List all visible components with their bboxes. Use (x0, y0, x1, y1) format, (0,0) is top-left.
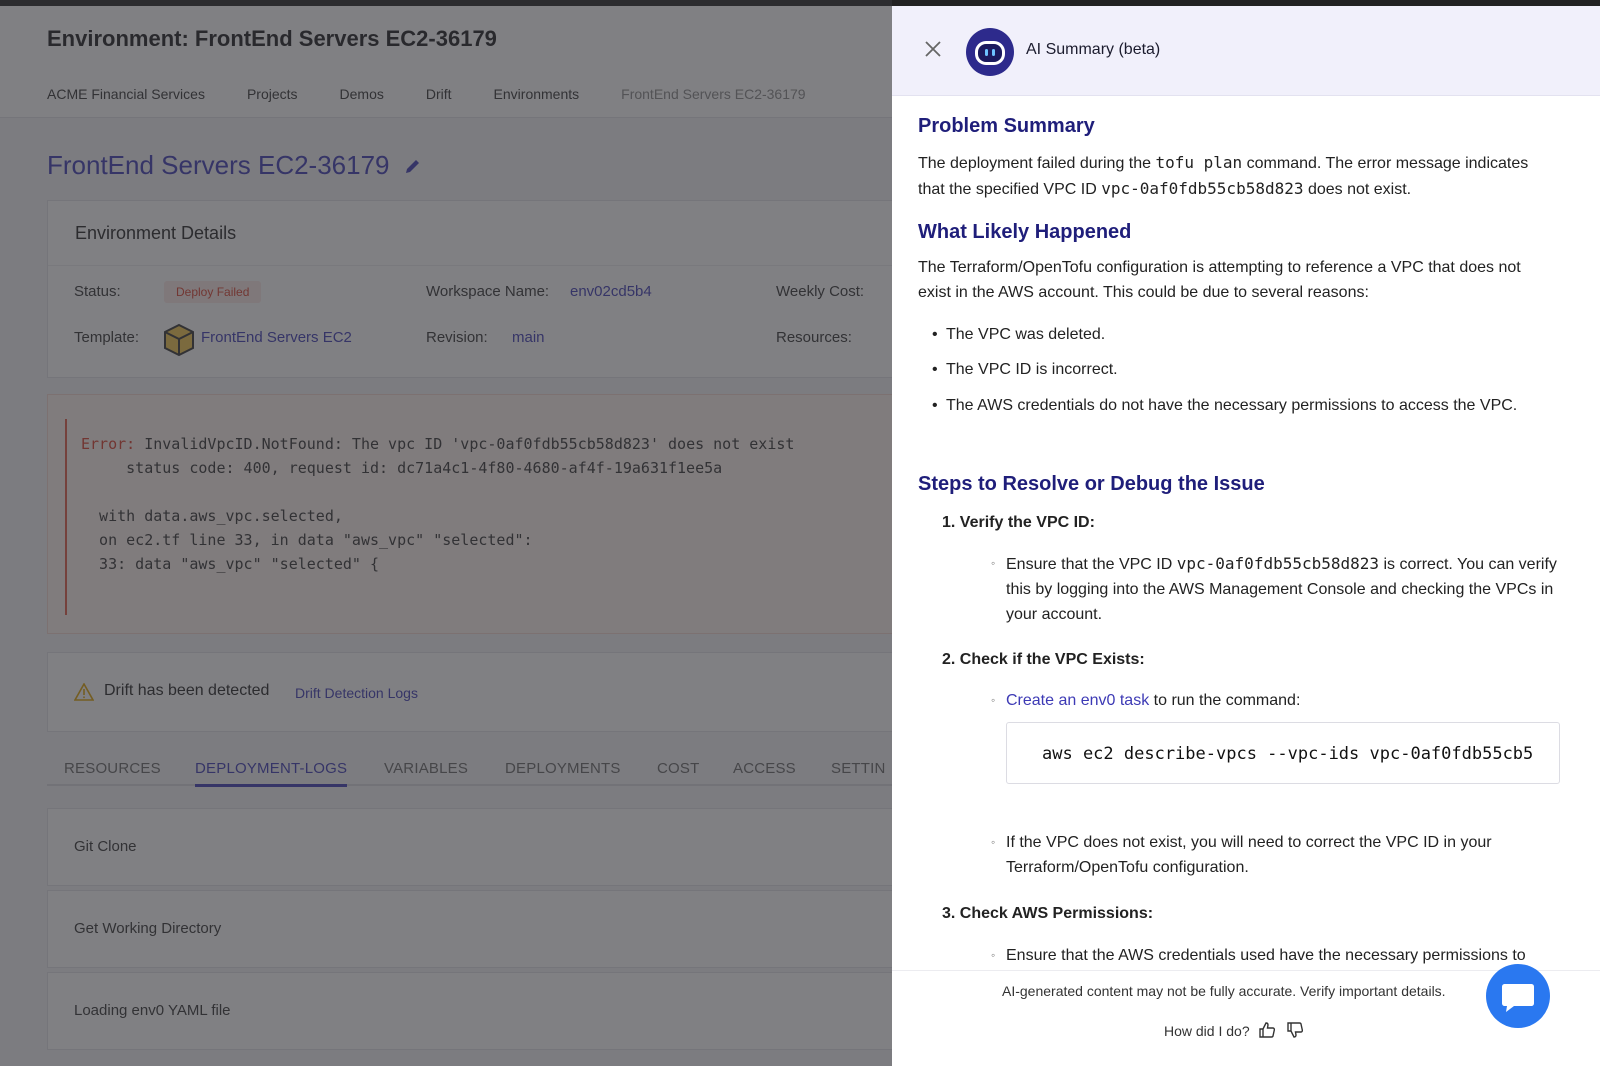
text-run: Ensure that the VPC ID (1006, 556, 1177, 573)
text-run: The deployment failed during the (918, 155, 1156, 172)
step-1-detail (1006, 551, 1566, 627)
inline-code: vpc-0af0fdb55cb58d823 (1101, 179, 1304, 198)
problem-summary-heading: Problem Summary (918, 115, 1095, 137)
step-1-title: 1. Verify the VPC ID: (942, 514, 1095, 531)
steps-heading: Steps to Resolve or Debug the Issue (918, 473, 1265, 495)
thumbs-up-icon[interactable] (1258, 1021, 1276, 1039)
panel-content-scroll[interactable] (892, 96, 1600, 970)
text-run: does not exist. (1303, 181, 1412, 198)
inline-code: tofu plan (1155, 153, 1243, 172)
step-2-detail (1006, 688, 1566, 713)
problem-summary-text (918, 150, 1558, 202)
reason-item: • The VPC was deleted. (946, 322, 1546, 347)
step-2-note: ◦ If the VPC does not exist, you will need to correct the VPC ID in your Terraform/OpenTofu configuration. (1006, 830, 1566, 880)
text-run: to run the command: (1149, 692, 1301, 709)
robot-avatar-icon (964, 26, 1016, 78)
panel-header (892, 6, 1600, 96)
command-code-block[interactable] (1006, 722, 1560, 784)
chat-support-button[interactable] (1486, 964, 1550, 1028)
command-text: aws ec2 describe-vpcs --vpc-ids vpc-0af0fdb55cb5 (1042, 744, 1534, 764)
create-task-link[interactable]: Create an env0 task (1006, 692, 1150, 709)
text-run: is correct. You can verify this by logging into the AWS Management Console and checking the VPCs in your account. (1006, 556, 1557, 623)
step-3-detail: ◦ Ensure that the AWS credentials used have the necessary permissions to (1006, 943, 1566, 968)
step-3-title: 3. Check AWS Permissions: (942, 905, 1154, 922)
chat-icon (1486, 964, 1550, 1028)
thumbs-down-icon[interactable] (1286, 1021, 1304, 1039)
likely-happened-text: The Terraform/OpenTofu configuration is attempting to reference a VPC that does not exist in the AWS account. This could be due to several reasons: (918, 259, 1521, 301)
feedback-label: How did I do? (1164, 1023, 1250, 1039)
ai-disclaimer: AI-generated content may not be fully accurate. Verify important details. (1002, 983, 1446, 999)
ai-summary-panel (892, 6, 1600, 1066)
panel-title: AI Summary (beta) (1026, 41, 1161, 58)
reason-item: • The AWS credentials do not have the necessary permissions to access the VPC. (946, 393, 1546, 418)
close-icon[interactable] (922, 38, 944, 60)
step-2-title: 2. Check if the VPC Exists: (942, 651, 1145, 668)
reason-item: • The VPC ID is incorrect. (946, 357, 1546, 382)
inline-code: vpc-0af0fdb55cb58d823 (1176, 554, 1380, 573)
likely-happened-heading: What Likely Happened (918, 221, 1132, 243)
text-run: command. The error message indicates that the specified VPC ID (918, 155, 1529, 198)
